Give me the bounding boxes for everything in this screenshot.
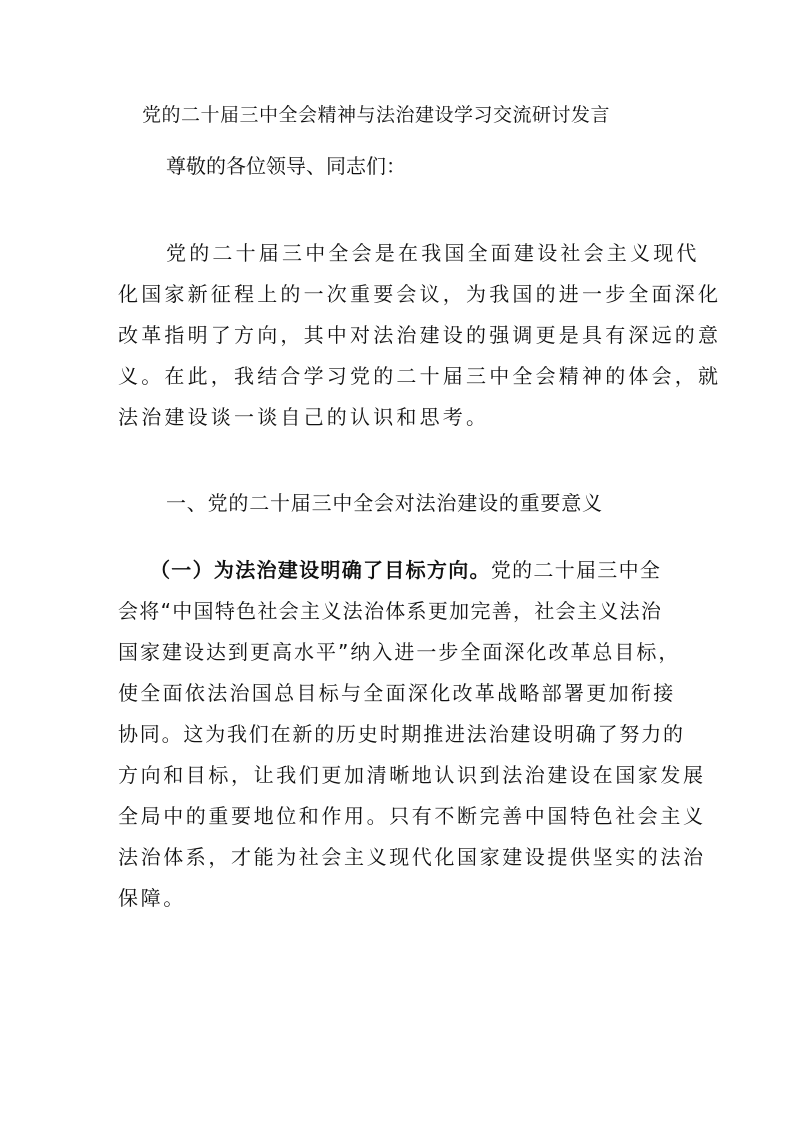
paragraph-line: 法治体系，才能为社会主义现代化国家建设提供坚实的法治	[118, 845, 706, 869]
paragraph-line: 方向和目标，让我们更加清晰地认识到法治建设在国家发展	[118, 763, 706, 787]
paragraph-line: 使全面依法治国总目标与全面深化改革战略部署更加衔接	[118, 681, 676, 705]
salutation: 尊敬的各位领导、同志们：	[166, 154, 406, 178]
paragraph-line: 义。在此，我结合学习党的二十届三中全会精神的体会，就	[118, 364, 722, 388]
paragraph-line: 法治建设谈一谈自己的认识和思考。	[118, 405, 490, 429]
paragraph-line: 全局中的重要地位和作用。只有不断完善中国特色社会主义	[118, 804, 706, 828]
section-heading: 一、党的二十届三中全会对法治建设的重要意义	[166, 491, 603, 515]
paragraph-line: 化国家新征程上的一次重要会议，为我国的进一步全面深化	[118, 282, 722, 306]
paragraph-line: 国家建设达到更高水平”纳入进一步全面深化改革总目标，	[118, 640, 681, 664]
subsection-heading: （一）为法治建设明确了目标方向。	[150, 558, 491, 582]
document-title: 党的二十届三中全会精神与法治建设学习交流研讨发言	[142, 104, 611, 126]
paragraph-line: 党的二十届三中全会是在我国全面建设社会主义现代	[166, 241, 700, 265]
paragraph-line: 保障。	[118, 886, 186, 910]
subsection-text: 党的二十届三中全	[490, 558, 662, 582]
paragraph-line: 改革指明了方向，其中对法治建设的强调更是具有深远的意	[118, 323, 722, 347]
paragraph-line	[150, 555, 661, 585]
paragraph-line: 会将“中国特色社会主义法治体系更加完善，社会主义法治	[118, 599, 663, 623]
paragraph-line: 协同。这为我们在新的历史时期推进法治建设明确了努力的	[118, 722, 685, 746]
